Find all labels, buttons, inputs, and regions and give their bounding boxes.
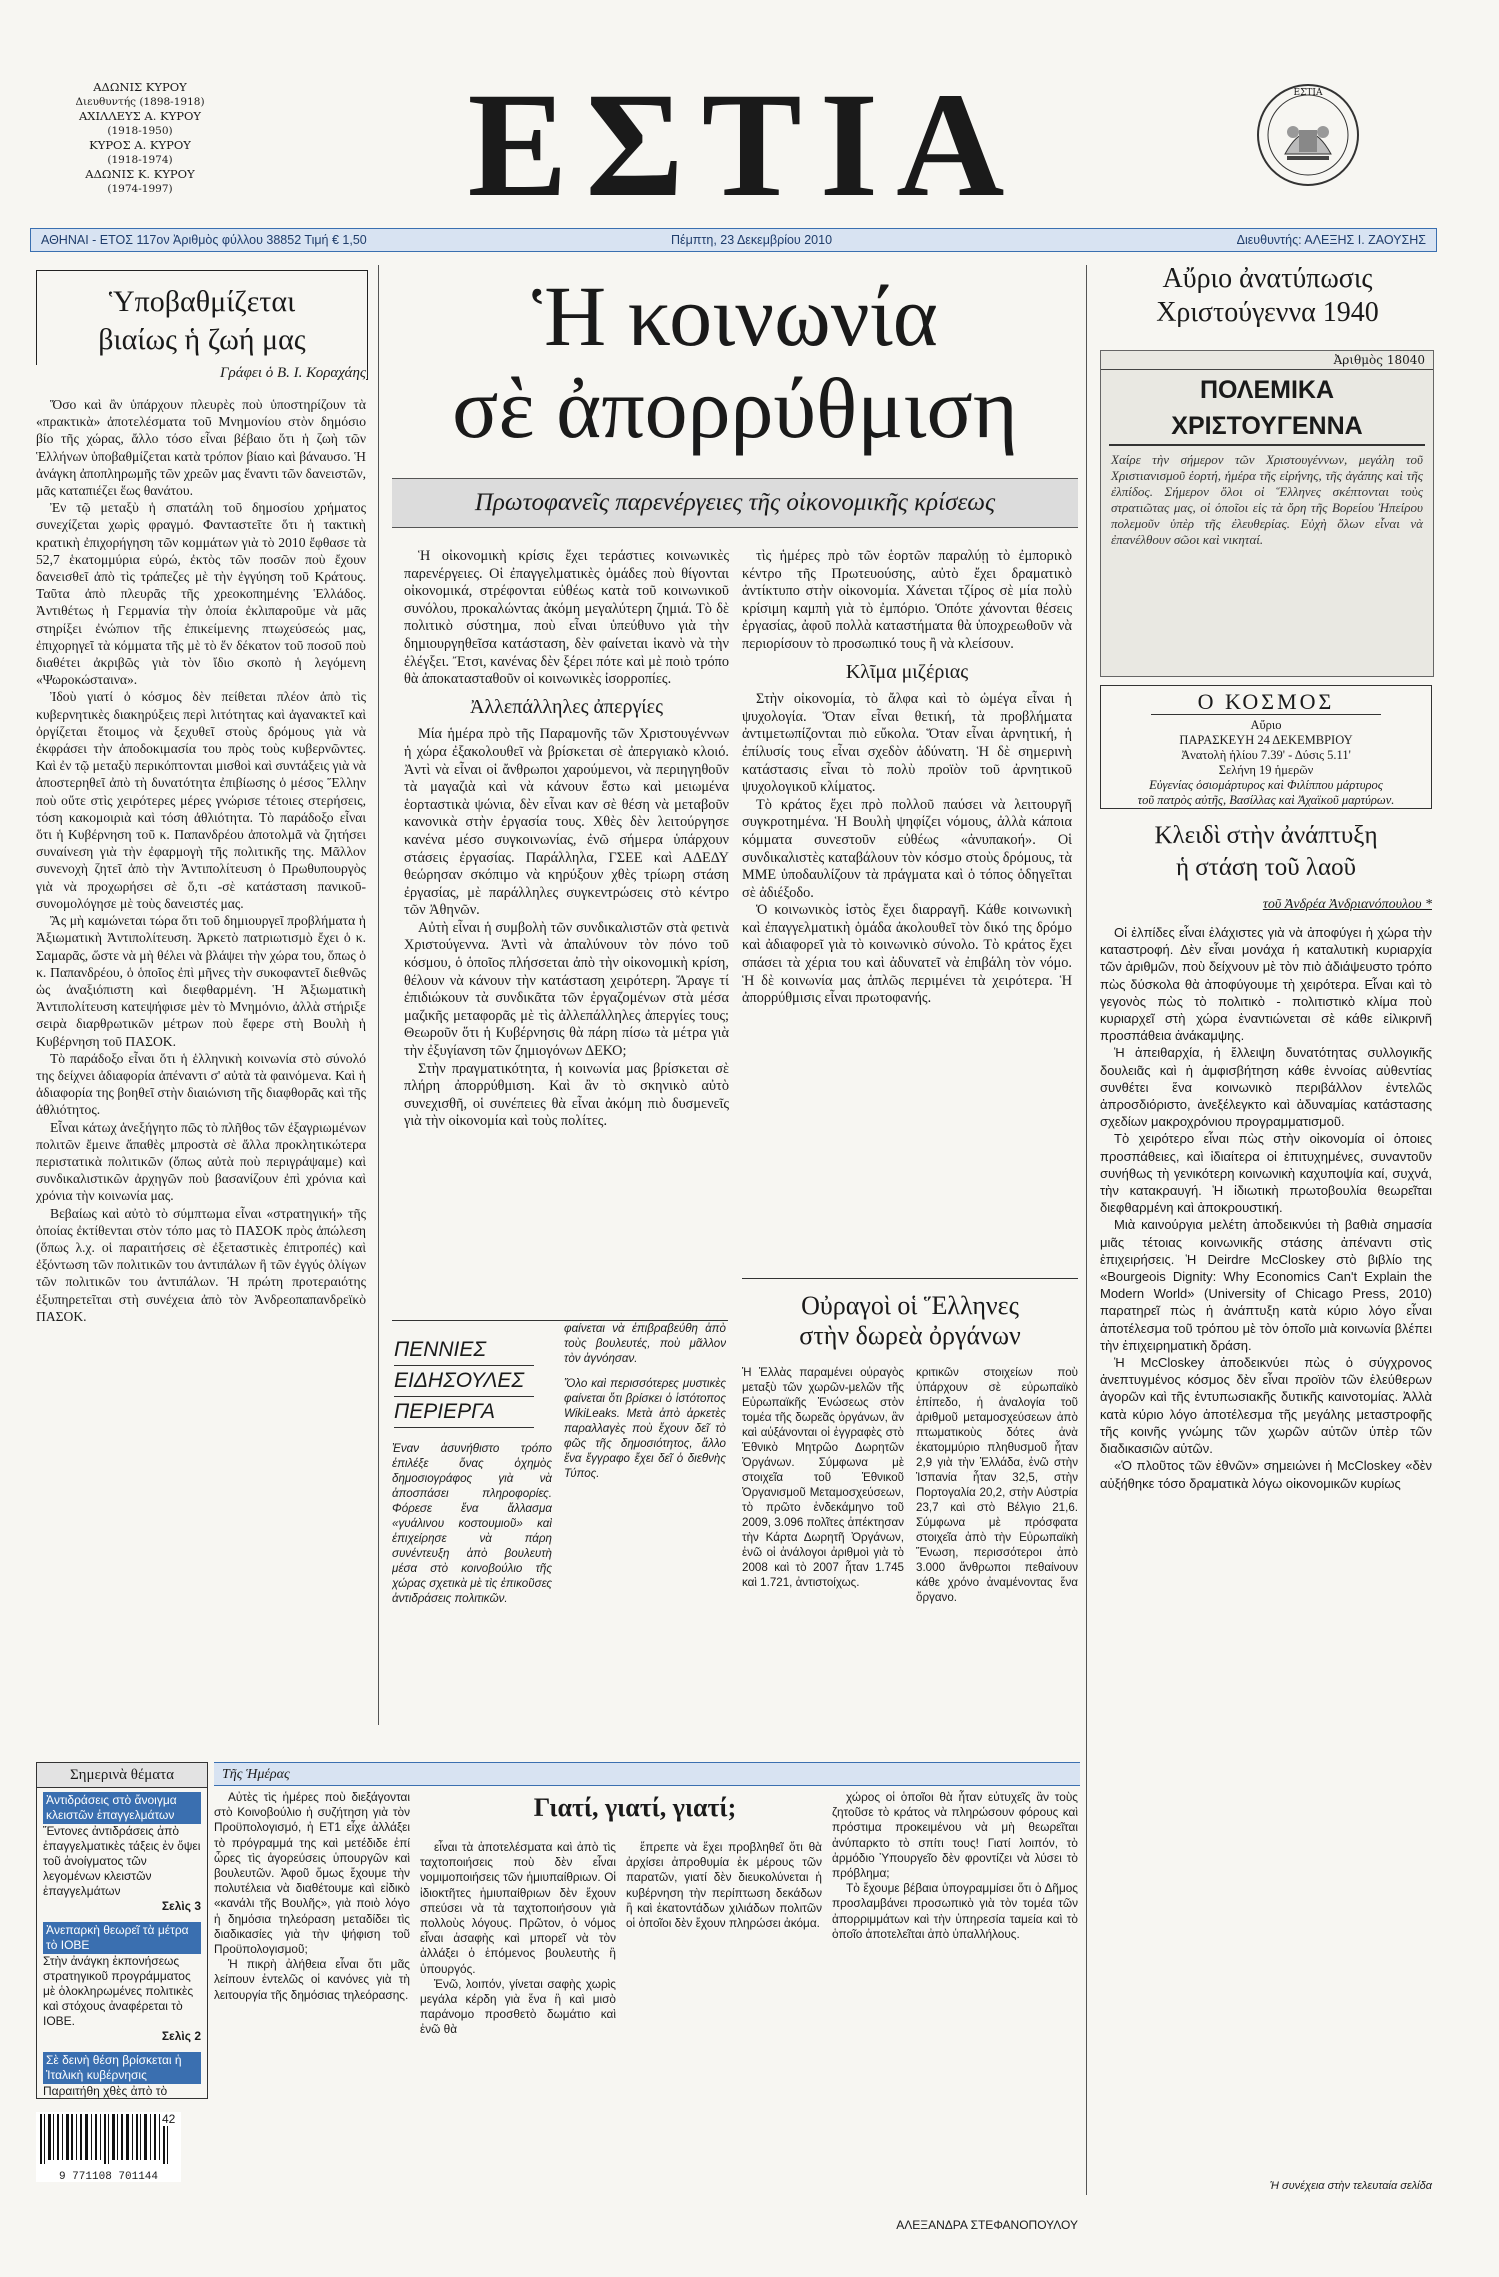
clipping-header: Ἀριθμὸς 18040	[1101, 351, 1433, 370]
paragraph: Τὸ ἔχουμε βέβαια ὑπογραμμίσει ὅτι ὁ Δῆμος προσλαμβάνει προσωπικὸ γιὰ τὸν τομέα τῶν ἀπορριμμάτων καὶ τὴν ὑπηρεσία ταμεία καὶ τὸ ὁποῖο ἀποτελεῖται ἀπὸ ὑπαλλήλους.	[832, 1881, 1078, 1941]
bottom-headline: Γιατί, γιατί, γιατί;	[533, 1793, 737, 1822]
brief-box	[392, 1320, 728, 1719]
brief-item: Ἐναν ἀσυνήθιστο τρόπο ἐπιλέξε ὅνας ὁχημὸς δημοσιογράφος γιὰ νὰ ἀποσπάσει πληροφορίες. Φόρεσε ἕνα ἄλλασμα «γυάλινου κοστουμιοῦ» καὶ ἐπιχείρησε νὰ πάρη συνέντευξη ἀπὸ βουλευτὴ μέσα στὸ κοινοβούλιο τῆς χώρας σχετικὰ μὲ τὶς ἐπικοῦσες ἀντιδράσεις πολιτικῶν.	[392, 1442, 552, 1605]
right-headline	[1100, 820, 1432, 884]
paragraph: Ἡ οἰκονομικὴ κρίσις ἔχει τεράστιες κοινωνικὲς παρενέργειες. Οἱ ἐπαγγελματικὲς ὁμάδες ποὺ θίγονται οἰκονομικά, στρέφονται εὐθέως κατὰ τοῦ κοινωνικοῦ συνόλου, προκαλώντας ἀκόμη μεγαλύτερη ζημιά. Τὸ δὲ πολιτικὸ σύστημα, ποὺ εἶναι ὑπεύθυνο γιὰ τὴν δημιουργηθεῖσα κατάσταση, δὲν φαίνεται ἱκανὸ νὰ τὴν ἐλέγξει. Ἔτσι, κανένας δὲν ξέρει πότε καὶ μὲ ποιὸ τρόπο θὰ ἀποκατασταθοῦν οἱ κοινωνικὲς ἰσορροπίες.	[404, 548, 729, 688]
topic-text: Στὴν ἀνάγκη ἐκπονήσεως στρατηγικοῦ προγράμματος μὲ ὁλοκληρωμένες πολιτικὲς καὶ στόχους ἀναφέρεται τὸ ΙΟΒΕ.	[43, 1954, 194, 2028]
reprint-clipping	[1100, 350, 1434, 677]
founder-line: ΚΥΡΟΣ Α. ΚΥΡΟΥ	[89, 138, 191, 152]
founder-line: ΑΔΩΝΙΣ ΚΥΡΟΥ	[93, 80, 187, 94]
left-headline-line1: Ὑποβαθμίζεται	[108, 285, 296, 318]
right-headline-line2: ἡ στάση τοῦ λαοῦ	[1175, 854, 1357, 881]
kosmos-lines	[1101, 718, 1431, 808]
brief-title-line: ΠΕΡΙΕΡΓΑ	[394, 1397, 534, 1428]
topics-box	[36, 1762, 208, 2099]
main-subtitle: Πρωτοφανεῖς παρενέργειες τῆς οἰκονομικῆς κρίσεως	[474, 489, 996, 516]
column-rule	[1086, 265, 1087, 2195]
paragraph: Μία ἡμέρα πρὸ τῆς Παραμονῆς τῶν Χριστουγέννων ἡ χώρα ἐξακολουθεῖ νὰ βρίσκεται σὲ ἀπεργιακὸ κλοιό. Ἀντὶ νὰ εἶναι οἱ ἄνθρωποι χαρούμενοι, νὰ περιηγηθοῦν τὰ μαγαζιὰ καὶ νὰ κάνουν ἔστω καὶ μειωμένα ἑορταστικὰ ψώνια, δὲν εἶναι καν σὲ θέση νὰ μεταβοῦν κανονικὰ στὴν ἐργασία τους. Χθὲς δὲν λειτούργησε κανένα μέσο συγκοινωνίας, ἐνῶ σήμερα ὑπάρχουν στάσεις ἐργασίας. Παράλληλα, ΓΣΕΕ καὶ ΑΔΕΔΥ θεώρησαν σκόπιμο νὰ κηρύξουν χθὲς τρίωρη στάση ἐργασίας, μὲ παράλληλες συγκεντρώσεις στὸ κέντρο τῶν Ἀθηνῶν.	[404, 726, 729, 919]
bottom-col-4	[832, 1790, 1078, 2210]
left-byline: Γράφει ὁ Β. Ι. Κοραχάης	[36, 365, 366, 382]
paragraph: Ἡ πικρὴ ἀλήθεια εἶναι ὅτι μᾶς λείπουν ἐντελῶς οἱ κανόνες γιὰ τὴ λειτουργία τῆς δημόσιας τηλεόρασης.	[214, 1957, 410, 2002]
paragraph: εἶναι τὰ ἀποτελέσματα καὶ ἀπὸ τὶς ταχτοποιήσεις ποὺ δὲν εἶναι νομιμοποιήσεις τῶν ἡμιυπαίθριων. Οἱ ἰδιοκτῆτες ἡμιυπαίθριων δὲν ἔχουν σπεύσει νὰ τὰ ταχτοποιήσουν γιὰ πολλοὺς λόγους. Πρῶτον, ὁ νόμος εἶναι ἀσαφὴς καὶ μπορεῖ νὰ τὸν ἀλλάξει ὁ ἑπόμενος βουλευτὴς ἢ ὑπουργός.	[420, 1840, 616, 1976]
paragraph: ἔπρεπε νὰ ἔχει προβληθεῖ ὅτι θὰ ἀρχίσει ἀπροθυμία ἐκ μέρους τῶν παρατῶν, γιατί δὲν διευκολύνεται ἡ κυβέρνηση τὴν περίπτωση δεκάδων ἢ καὶ ἑκατοντάδων χιλιάδων πολιτῶν οἱ ὁποῖοι δὲν ἔχουν πληρώσει ἀκόμα.	[626, 1840, 822, 1931]
paragraph: Ἐν τῷ μεταξὺ ἡ σπατάλη τοῦ δημοσίου χρήματος συνεχίζεται χωρὶς φραγμό. Φανταστεῖτε ὅτι ἡ τακτικὴ κρατικὴ ἐπιχορήγηση τῶν κομμάτων γιὰ τὸ 2010 ἔφθασε τὰ 52,7 ἑκατομμύρια εὐρώ, ἐκτὸς τῶν ποσῶν ποὺ ἔχουν δανεισθεῖ ἀπὸ τὶς τράπεζες μὲ τὴν ἐγγύηση τοῦ Κράτους. Ταῦτα ἀπὸ πλευρᾶς τῆς χρεοκοπημένης Ἑλλάδος. Ἀντιθέτως ἡ Γερμανία τὴν ὁποία ἐκλιπαροῦμε νὰ μᾶς στηρίξει ἐνώπιον τῆς ἐπικείμενης πτωχεύσεώς μας, ἐπιχορηγεῖ τὰ κόμματα τῆς μὲ τὸ ἕν δέκατον τοῦ ποσοῦ ποὺ διαθέτει ἀκριβῶς γιὰ τὸν ἴδιο σκοπὸ ἡ λεγόμενη «Ψωροκώσταινα».	[36, 500, 366, 688]
founder-line: ΑΔΩΝΙΣ Κ. ΚΥΡΟΥ	[85, 167, 195, 181]
paragraph: Ὅσο καὶ ἂν ὑπάρχουν πλευρὲς ποὺ ὑποστηρίζουν τὰ «πρακτικὰ» ἀποτελέσματα τοῦ Μνημονίου στὸν δημόσιο βίο τῆς χώρας, ἄλλο τόσο εἶναι βέβαιο ὅτι ἡ ζωὴ τῶν Ἑλλήνων ὑποβαθμίζεται κατὰ τρόπον βίαιο καὶ βάναυσο. Ἡ ἀνάγκη ἀποπληρωμῆς τῶν χρεῶν μας ἔναντι τῶν δανειστῶν, μᾶς καταπιέζει ἕως θανάτου.	[36, 397, 366, 499]
paragraph: Ὁ κοινωνικὸς ἱστὸς ἔχει διαρραγῆ. Κάθε κοινωνικὴ καὶ ἐπαγγελματικὴ ὁμάδα ἀκολουθεῖ τὸν δικό της δρόμο καὶ ἀδιαφορεῖ γιὰ τὸ κοινωνικὸ σύνολο. Τὸ κράτος ἔχει σπάσει τὰ χέρια του καὶ ἀδυνατεῖ νὰ ἐπιβάλη τὸν νόμο. Ἡ δὲ κοινωνία μας ἁπλῶς περιμένει τὰ χειρότερα. Ἡ ἀπορρύθμισις εἶναι πρωτοφανής.	[742, 902, 1072, 1007]
founder-line: (1918-1974)	[107, 153, 173, 166]
topic-item[interactable]	[37, 1788, 207, 1918]
left-headline	[37, 283, 367, 359]
brief-items-col2	[564, 1321, 726, 1711]
topic-text: Ἔντονες ἀντιδράσεις ἀπὸ ἐπαγγελματικὲς τάξεις ἐν ὄψει τοῦ ἀνοίγματος τῶν λεγομένων κλειστῶν ἐπαγγελμάτων	[43, 1824, 201, 1898]
paragraph: Ἡ ἀπειθαρχία, ἡ ἔλλειψη δυνατότητας συλλογικῆς δουλειᾶς καὶ ἡ ἀμφισβήτηση κάθε ἐννοίας αὐθεντίας συνθέτει ἕνα κοινωνικὸ περιβάλλον ἐντελῶς ἀπροσδιόριστο, ἀνεξέλεγκτο καὶ ἀδυναμίας κατάστασης σχεδίων μακροχρόνιου προγραμματισμοῦ.	[1100, 1045, 1432, 1130]
paragraph: Τὸ παράδοξο εἶναι ὅτι ἡ ἑλληνικὴ κοινωνία στὸ σύνολό της δείχνει ἀδιαφορία ἀπέναντι σ' αὐτὰ τὰ φαινόμενα. Καὶ ἡ ἀδιαφορία της βοηθεῖ στὴν διαιώνιση τῆς διαφθορᾶς καὶ τῆς ἀθλιότητος.	[36, 1050, 366, 1118]
main-col-1	[404, 548, 729, 1308]
topics-header: Σημερινὰ θέματα	[37, 1763, 207, 1788]
paragraph: χώρος οἱ ὁποῖοι θὰ ἦταν εὐτυχεῖς ἂν τοὺς ζητοῦσε τὸ κράτος νὰ πληρώσουν φόρους καὶ πρόστιμα προκειμένου νὰ μὴ θεωρεῖται ἀνύπαρκτο τὸ σπίτι τους! Γιατί λοιπόν, τὸ ἀρμόδιο Ὑπουργεῖο δὲν φροντίζει νὰ λύσει τὸ πρόβλημα;	[832, 1790, 1078, 1881]
kosmos-line: Αὔριο	[1250, 718, 1282, 732]
paragraph: Στὴν πραγματικότητα, ἡ κοινωνία μας βρίσκεται σὲ πλήρη ἀπορρύθμιση. Καὶ ἂν τὸ σκηνικὸ αὐτὸ συνεχισθῆ, οἱ συνέπειες θὰ εἶναι ἀκόμη πιὸ δυσμενεῖς γιὰ τὴν οἰκονομία καὶ τοὺς πολίτες.	[404, 1060, 729, 1130]
issue-info: ΑΘΗΝΑΙ - ΕΤΟΣ 117ον Ἀριθμὸς φύλλου 38852 Τιμή € 1,50	[41, 233, 367, 247]
right-byline: τοῦ Ἀνδρέα Ἀνδριανόπουλου *	[1262, 897, 1432, 912]
left-article-body	[36, 396, 366, 1726]
topic-text: Παραιτήθη χθὲς ἀπὸ τὸ	[43, 2084, 168, 2098]
topic-title: Σὲ δεινὴ θέση βρίσκεται ἡ Ἰταλικὴ κυβέρνησις	[43, 2052, 201, 2084]
seal-label: ΕΣΤΙΑ	[1293, 88, 1323, 98]
kosmos-line: Σελήνη 19 ἡμερῶν	[1218, 763, 1314, 777]
paragraph: Τὸ κράτος ἔχει πρὸ πολλοῦ παύσει νὰ λειτουργῆ συγκροτημένα. Ἡ Βουλὴ ψηφίζει νόμους, ἀλλὰ κάποια κόμματα συνεστοῦν εὐθέως «ἀνυπακοή». Οἱ συνδικαλιστὲς καταβάλουν τὸν κόσμο στοὺς δρόμους, τὰ ΜΜΕ ὑποδαυλίζουν τὰ πράγματα καὶ ὁ τόπος ὁδηγεῖται σὲ ἀδιέξοδο.	[742, 796, 1072, 901]
kosmos-line: τοῦ πατρὸς αὐτῆς, Βασίλλας καὶ Ἀχαϊκοῦ μαρτύρων.	[1137, 793, 1395, 807]
main-col-2	[742, 548, 1072, 1268]
kosmos-box	[1100, 685, 1432, 809]
paragraph: Ἰδοὺ γιατί ὁ κόσμος δὲν πείθεται πλέον ἀπὸ τὶς κυβερνητικὲς διακηρύξεις περὶ λιτότητας καὶ ἀγανακτεῖ καὶ ὀργίζεται ἕτοιμος νὰ ξεχυθεῖ στοὺς δρόμους γιὰ νὰ ἐκφράσει τὴν ἀποδοκιμασία του πρὸς τοὺς κυβερνῶντες. Καὶ ἐν τῷ μεταξὺ περικόπτονται μισθοὶ καὶ συντάξεις γιὰ νὰ ἀποστερηθεῖ ἀπὸ τὴ δυνατότητα ἐπιβίωσης ὁ μέσος Ἕλλην ποὺ οὔτε στὶς χειρότερες μέρες γνώρισε τέτοιες στερήσεις, τόση κακομοιριὰ καὶ τόση ἀθλιότητα. Τὸ παράδοξο εἶναι ὅτι ἡ Κυβέρνηση τοῦ κ. Παπανδρέου ἀποτολμᾶ νὰ ζητήσει συναίνεση γιὰ τὴν ἐφαρμογὴ τῆς πολιτικῆς της. Μᾶλλον συνενοχὴ ζητεῖ ἀπὸ τὴν Ἀντιπολίτευση ὁ Πρωθυπουργὸς γιὰ νὰ προχωρήσει σὲ ὅ,τι -σὲ κατάσταση πανικοῦ- συνομολόγησε μὲ τοὺς δανειστές μας.	[36, 689, 366, 911]
brief-title-line: ΕΙΔΗΣΟΥΛΕΣ	[394, 1366, 534, 1397]
founder-line: Διευθυντής (1898-1918)	[75, 95, 205, 108]
section-heading: Ἀλλεπάλληλες ἀπεργίες	[470, 695, 663, 718]
clipping-text: Χαίρε τὴν σήμερον τῶν Χριστουγέννων, μεγάλη τοῦ Χριστιανισμοῦ ἑορτή, ἡμέρα τῆς εἰρήνης, τῆς ἀγάπης καὶ τῆς ἐλπίδος. Σήμερον ὅλοι οἱ Ἕλληνες σκέπτονται τοὺς στρατιῶτας μας, οἱ ὁποῖοι εἰς τὰ ὄρη τῆς Βορείου Ἠπείρου πολεμοῦν ὑπὲρ τῆς ἐλευθερίας. Εὐχὴ ὅλων εἶναι νὰ ἐπανέλθουν σῶοι καὶ νικηταί.	[1111, 452, 1423, 547]
newspaper-logo: ΕΣΤΙΑ	[467, 62, 1023, 228]
right-article-body	[1100, 924, 1432, 2169]
left-headline-box	[36, 270, 368, 380]
organs-headline	[742, 1291, 1078, 1351]
topic-page: Σελὶς 3	[161, 1899, 201, 1913]
paragraph: Στὴν οἰκονομία, τὸ ἄλφα καὶ τὸ ὠμέγα εἶναι ἡ ψυχολογία. Ὅταν εἶναι θετική, τὰ προβλήματα ἀντιμετωπίζονται πιὸ εὔκολα. Ὅταν εἶναι ἀρνητική, ἡ ἐπίλυσίς τους εἶναι σχεδὸν ἀδύνατη. Ἡ δὲ σημερινὴ κατάστασις εἶναι τὸ πολὺ προϊὸν τοῦ ἀρνητικοῦ ψυχολογικοῦ κλίματος.	[742, 691, 1072, 796]
main-subtitle-bar	[392, 478, 1078, 528]
info-bar	[30, 228, 1437, 252]
founder-line: (1974-1997)	[107, 182, 173, 195]
founders-list	[40, 80, 240, 196]
kosmos-title: Ο ΚΟΣΜΟΣ	[1151, 690, 1381, 715]
clipping-title: ΠΟΛΕΜΙΚΑ ΧΡΙΣΤΟΥΓΕΝΝΑ	[1109, 372, 1425, 446]
brief-item: Ὅλο καὶ περισσότερες μυστικὲς φαίνεται ὅτι βρίσκει ὁ ἱστότοπος WikiLeaks. Μετὰ ἀπὸ ἀρκετὲς παραλλαγὲς ποὺ ἔχουν δεῖ τὸ φῶς τῆς δημοσιότητος, ἄλλο ἔνα ἔγγραφο ἔχει δεῖ ὁ διεθνὴς Τύπος.	[564, 1377, 726, 1480]
organs-col-2: κριτικῶν στοιχείων ποὺ ὑπάρχουν σὲ εὐρωπαϊκὸ ἐπίπεδο, ἡ ἀναλογία τοῦ ἀριθμοῦ μεταμοσχεύσεων ἀπὸ πτωματικοὺς δότες ἀνὰ ἑκατομμύριο πληθυσμοῦ ἦταν 2,9 γιὰ τὴν Ἑλλάδα, ἐνῶ στὴν Ἱσπανία ἦταν 32,5, στὴν Πορτογαλία 20,2, στὴν Αὐστρία 23,7 καὶ στὸ Βέλγιο 21,6. Σύμφωνα μὲ πρόσφατα στοιχεῖα ἀπὸ τὴν Εὐρωπαϊκὴ Ἕνωση, περισσότεροι ἀπὸ 3.000 ἄνθρωποι πεθαίνουν κάθε χρόνο ἀναμένοντας ἕνα ὄργανο.	[916, 1366, 1078, 1604]
topic-title: Ἀνεπαρκὴ θεωρεῖ τὰ μέτρα τὸ ΙΟΒΕ	[43, 1922, 201, 1954]
section-heading: Κλῖμα μιζέριας	[845, 660, 969, 683]
column-rule	[378, 265, 379, 1725]
kosmos-line: Ἀνατολὴ ἡλίου 7.39' - Δύσις 5.11'	[1181, 748, 1351, 762]
paragraph: «Ὁ πλοῦτος τῶν ἐθνῶν» σημειώνει ἡ McCloskey «δὲν αὐξήθηκε τόσο δραματικὰ λόγω οἰκονομικῶν κυρίως	[1100, 1458, 1432, 1491]
reprint-headline-line1: Αὔριο ἀνατύπωσις	[1162, 263, 1373, 294]
day-rubric-bar	[214, 1762, 1080, 1786]
topic-page: Σελὶς 2	[161, 2029, 201, 2043]
bottom-col-3	[626, 1840, 822, 2240]
paragraph: Ἡ McCloskey ἀποδεικνύει πὼς ὁ σύγχρονος ἀνεπτυγμένος κόσμος δὲν εἶναι προϊὸν τῶν ἐλεύθερων ἀγορῶν καὶ τῆς ἐντυπωσιακῆς δυτικῆς καινοτομίας. Ἀλλὰ κατὰ κύριο λόγο ἀποτέλεσμα τῆς μεγάλης μεταστροφῆς τῆς κοινῆς γνώμης τῶν χωρῶν αὐτῶν ὑπὲρ τῶν διαδικασιῶν αὐτῶν.	[1100, 1355, 1432, 1457]
paragraph: Εἶναι κάτωχ ἀνεξήγητο πῶς τὸ πλῆθος τῶν ἐξαγριωμένων πολιτῶν ἔμεινε ἄπαθὲς μπροστὰ σὲ ἄλλα προκλητικώτερα περιστατικὰ πολιτικῶν (ὅπως αὐτὰ ποὺ περιγράψαμε) καὶ συνδικαλιστικῶν ἀρχηγῶν ποὺ βασανίζουν ἐπὶ χρόνια καὶ χρόνια τὴν κοινωνία μας.	[36, 1119, 366, 1204]
issue-code: 42	[162, 2112, 176, 2126]
founder-line: ΑΧΙΛΛΕΥΣ Α. ΚΥΡΟΥ	[79, 109, 201, 123]
seal-icon	[1255, 82, 1361, 188]
paragraph: Αὐτὴ εἶναι ἡ συμβολὴ τῶν συνδικαλιστῶν στὰ φετινὰ Χριστούγεννα. Ἀντὶ νὰ ἀπαλύνουν τὸν πόνο τοῦ κόσμου, ὁ ὁποῖος πλήσσεται ἀπὸ τὴν οἰκονομικὴ κρίση, θέλουν νὰ κάνουν τὴν κατάσταση χειρότερη. Ἄραγε τί ἐπιδιώκουν τὰ συνδικᾶτα τῶν ἐργαζομένων στὰ μέσα μαζικῆς μεταφορᾶς μὲ τὶς ἀλλεπάλληλες ἀπεργίες τους; Θεωροῦν ὅτι ἡ Κυβέρνησις θὰ πάρη πίσω τὰ μέτρα γιὰ τὴν ἐξυγίανση τῶν ζημιογόνων ΔΕΚΟ;	[404, 919, 729, 1060]
organs-headline-line2: στὴν δωρεὰ ὀργάνων	[799, 1321, 1021, 1350]
author-signature: ΑΛΕΞΑΝΔΡΑ ΣΤΕΦΑΝΟΠΟΥΛΟΥ	[896, 2218, 1078, 2232]
topic-item[interactable]	[37, 1918, 207, 2048]
main-headline	[390, 270, 1080, 454]
issue-date: Πέμπτη, 23 Δεκεμβρίου 2010	[671, 233, 833, 247]
reprint-headline	[1100, 262, 1435, 330]
kosmos-line: Εὐγενίας ὁσιομάρτυρος καὶ Φιλίππου μάρτυρος	[1149, 778, 1383, 792]
topic-item[interactable]	[37, 2048, 207, 2099]
continued-note: Ἡ συνέχεια στὴν τελευταία σελίδα	[1269, 2180, 1432, 2192]
paragraph: Αὐτὲς τὶς ἡμέρες ποὺ διεξάγονται στὸ Κοινοβούλιο ἡ συζήτηση γιὰ τὸν Προϋπολογισμό, ἡ ΕΤ1 εἶχε ἀλλάξει τὸ πρόγραμμά της καὶ μετέδιδε ἐπί ὧρες τὶς ἀγορεύσεις ὑπουργῶν καὶ βουλευτῶν. Ἀφοῦ ὅμως ἔχουμε τὴν πολυτέλεια νὰ διαθέτουμε καὶ εἰδικὸ «κανάλι τῆς Βουλῆς», γιὰ ποιὸ λόγο ἡ δημόσια τηλεόραση μεταδίδει τὶς διαδικασίες γιὰ τὴν ψήφιση τοῦ Προϋπολογισμοῦ;	[214, 1790, 410, 1957]
main-headline-line1: Ἡ κοινωνία	[532, 268, 938, 364]
bottom-col-1	[214, 1790, 410, 2240]
founder-line: (1918-1950)	[107, 124, 173, 137]
brief-title-line: ΠΕΝΝΙΕΣ	[394, 1335, 534, 1366]
brief-item: φαίνεται νὰ ἐπιβραβεύθη ἀπὸ τοὺς βουλευτές, ποὺ μᾶλλον τὸν ἀγνόησαν.	[564, 1322, 726, 1365]
topic-title: Ἀντιδράσεις στὸ ἄνοιγμα κλειστῶν ἐπαγγελμάτων	[43, 1792, 201, 1824]
organs-col-1: Ἡ Ἑλλὰς παραμένει οὐραγὸς μεταξὺ τῶν χωρῶν-μελῶν τῆς Εὐρωπαϊκῆς Ἑνώσεως στὸν τομέα τῆς δωρεᾶς ὀργάνων, ἂν καὶ αὐξάνονται οἱ ἐγγραφὲς στὸ Ἐθνικὸ Μητρῶο Δωρητῶν Ὀργάνων. Σύμφωνα μὲ στοιχεῖα τοῦ Ἐθνικοῦ Ὀργανισμοῦ Μεταμοσχεύσεων, τὸ πρῶτο ἑνδεκάμηνο τοῦ 2009, 3.096 πολῖτες ἀπέκτησαν τὴν Κάρτα Δωρητῆ Ὀργάνων, ἐνῶ οἱ ἀνάλογοι ἀριθμοὶ γιὰ τὸ 2008 καὶ τὸ 2007 ἦταν 1.745 καὶ 1.721, ἀντιστοίχως.	[742, 1366, 904, 1589]
organs-headline-line1: Οὐραγοὶ οἱ Ἕλληνες	[801, 1291, 1019, 1320]
brief-title	[394, 1335, 534, 1428]
bottom-col-2	[420, 1840, 616, 2240]
main-headline-line2: σὲ ἀπορρύθμιση	[452, 360, 1018, 456]
paragraph: Μιὰ καινούργια μελέτη ἀποδεικνύει τὴ βαθιὰ σημασία μιᾶς τέτοιας κοινωνικῆς στάσης ἀπέναντι στὶς ἐπιχειρήσεις. Ἡ Deirdre McCloskey στὸ βιβλίο της «Bourgeois Dignity: Why Economics Can't Explain the Modern World» (University of Chicago Press, 2010) παρατηρεῖ πὼς ἡ ἀνάπτυξη κατὰ κύριο λόγο εἶναι ἀποτέλεσμα τοῦ τρόπου μὲ τὸν ὁποῖο μιὰ κοινωνία βλέπει τὴν ἐπιχειρηματικὴ δράση.	[1100, 1217, 1432, 1353]
kosmos-line: ΠΑΡΑΣΚΕΥΗ 24 ΔΕΚΕΜΒΡΙΟΥ	[1179, 733, 1353, 747]
right-headline-line1: Κλειδὶ στὴν ἀνάπτυξη	[1154, 822, 1378, 849]
paragraph: τὶς ἡμέρες πρὸ τῶν ἑορτῶν παραλύῃ τὸ ἐμπορικὸ κέντρο τῆς Πρωτευούσης, αὐτὸ ἔχει δραματικὸ ἀντίκτυπο στὴν οἰκονομία. Χάνεται τζίρος σὲ μία πολὺ κρίσιμη καμπὴ γιὰ τὸ ἐμπόριο. Ὁπότε χάνονται θέσεις ἐργασίας, ἀφοῦ πολλὰ καταστήματα θὰ ὑποχρεωθοῦν νὰ περιορίσουν τὸ προσωπικό τους ἢ νὰ κλείσουν.	[742, 548, 1072, 652]
reprint-headline-line2: Χριστούγεννα 1940	[1156, 297, 1379, 328]
paragraph: Οἱ ἐλπίδες εἶναι ἐλάχιστες γιὰ νὰ ἀποφύγει ἡ χώρα τὴν καταστροφή. Δὲν εἶναι μονάχα ἡ καταλυτικὴ κυριαρχία τῶν ἀριθμῶν, ποὺ δείχνουν μὲ τὸν πιὸ ἀδιάψευστο τρόπο πὼς δύσκολα θὰ ἀποφύγουμε τὴ χειρότερα. Εἶναι καὶ τὸ γεγονὸς πὼς τὸ πολιτικὸ - πολιτιστικὸ κλίμα ποὺ κυριαρχεῖ στὴ χώρα ἐναντιώνεται σὲ κάθε εἰλικρινῆ προσπάθεια ἀνάκαμψης.	[1100, 925, 1432, 1044]
paragraph: Ἂς μὴ καμώνεται τώρα ὅτι τοῦ δημιουργεῖ προβλήματα ἡ Ἀξιωματικὴ Ἀντιπολίτευση. Ἀρκετὸ πατριωτισμὸ ἔχει ὁ κ. Σαμαρᾶς, ὥστε νὰ μὴ θέλει νὰ βλάψει τὴν χώρα του, ὅπως ὁ κ. Παπανδρέου, ὁ ὁποῖος ἐπὶ μῆνες τὴν συκοφαντεῖ διεθνῶς ὡς ἀναξιόπιστη καὶ διεφθαρμένη. Ἡ Ἀξιωματικὴ Ἀντιπολίτευση κατεψήφισε μὲν τὸ Μνημόνιο, ἀλλὰ στήριξε σειρὰ διαρθρωτικῶν μέτρων ποὺ ἔφερε στὴ Βουλὴ ἡ Κυβέρνηση τοῦ ΠΑΣΟΚ.	[36, 913, 366, 1049]
paragraph: Βεβαίως καὶ αὐτὸ τὸ σύμπτωμα εἶναι «στρατηγική» τῆς ὁποίας ἐκτίθενται στὸν τόπο μας τὸ ΠΑΣΟΚ πρὸς ἀπώλεση (ὅπως λ.χ. οἱ παραιτήσεις σὲ ἐξεταστικὲς ἐπιτροπές) καὶ ἐξόντωση τῶν πολιτικῶν του ἀντιπάλων ἢ τῶν ἐγγύς ὀλίγων τῶν πολιτικῶν του ἀντιπάλων. Ἡ πρώτη προτεραιότης ἐξυπηρετεῖται στὴ συνέχεια ἀπὸ τὸν Ἀνδρεοπαπανδρεϊκὸ ΠΑΣΟΚ.	[36, 1205, 366, 1324]
paragraph: Τὸ χειρότερο εἶναι πὼς στὴν οἰκονομία οἱ ὁποιες προσπάθειες, καὶ ἰδιαίτερα οἱ ἐπιτυχημένες, συναντοῦν συνήθως τὴ γενικότερη κοινωνικὴ καχυποψία καί, συχνά, τὴν κατακραυγή. Ἡ ἰδιωτικὴ πρωτοβουλία θεωρεῖται διεφθαρμένη καὶ ἀποκρουστική.	[1100, 1131, 1432, 1216]
day-rubric: Τῆς Ἡμέρας	[222, 1767, 290, 1782]
editor-info: Διευθυντής: ΑΛΕΞΗΣ Ι. ΖΑΟΥΣΗΣ	[1236, 233, 1426, 247]
left-headline-line2: βιαίως ἡ ζωή μας	[98, 323, 306, 356]
barcode-number: 9 771108 701144	[58, 2171, 159, 2183]
organs-article	[742, 1278, 1078, 1719]
paragraph: Ἐνῶ, λοιπόν, γίνεται σαφὴς χωρὶς μεγάλα κέρδη γιὰ ἕνα ἢ καὶ μισὸ παράνομο προσθετὸ δωμάτιο καὶ ἐνῶ θὰ	[420, 1976, 616, 2037]
